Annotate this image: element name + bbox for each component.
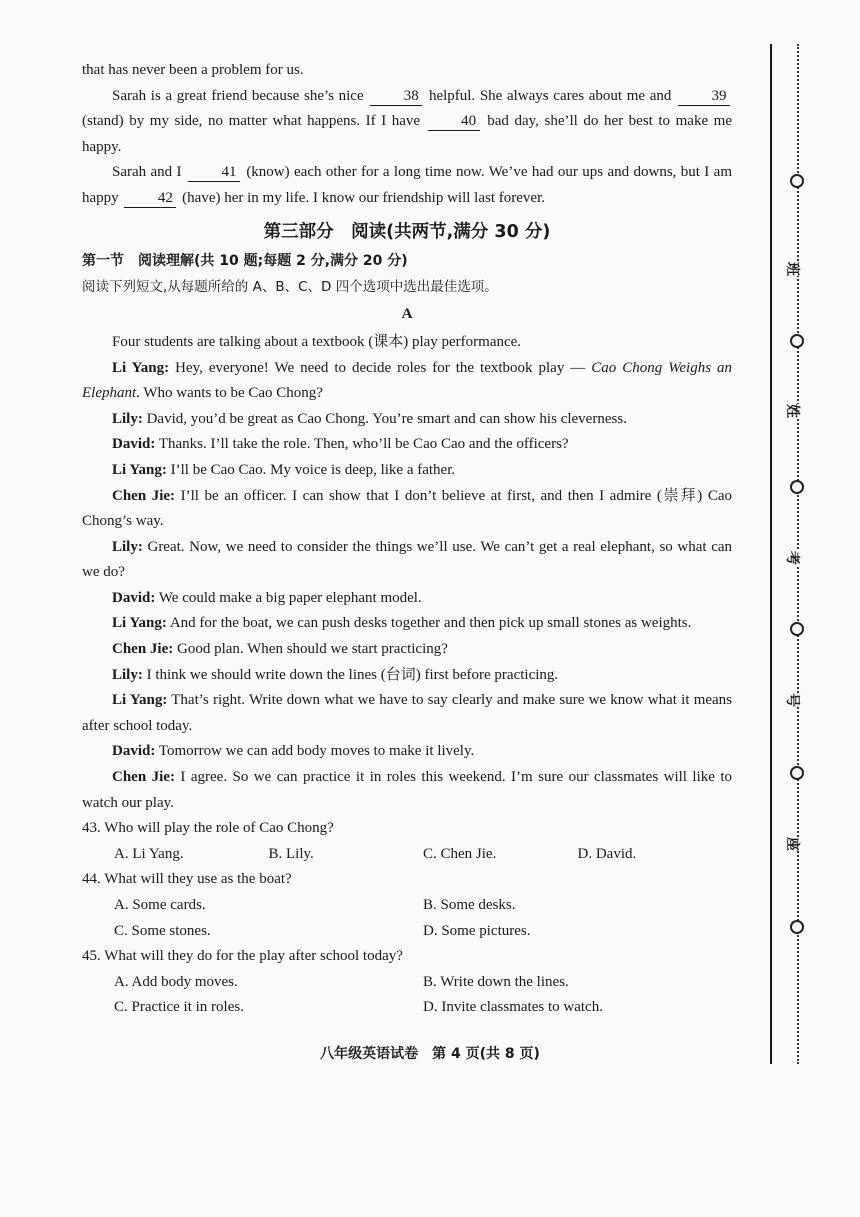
- dialogue-line: [82, 484, 732, 535]
- text-segment: (stand) by my side, no matter what happens. If I have: [82, 113, 421, 130]
- dialogue-line: [82, 611, 732, 637]
- dialogue-text: I’ll be Cao Cao. My voice is deep, like a father.: [170, 461, 456, 478]
- margin-mark: 考: [783, 551, 803, 565]
- hole-circle: [790, 174, 804, 188]
- options-row: [82, 995, 732, 1021]
- dialogue-line: [82, 356, 732, 407]
- options-row: [82, 970, 732, 996]
- hole-circle: [790, 766, 804, 780]
- dialogue-text: Thanks. I’ll take the role. Then, who’ll be Cao Cao and the officers?: [158, 436, 569, 453]
- question-stem: 45. What will they do for the play after school today?: [82, 948, 403, 965]
- dialogue-text: That’s right. Write down what we have to say clearly and make sure we know what it means after school today.: [82, 692, 733, 734]
- dialogue-line: [82, 637, 732, 663]
- dialogue-line: [82, 535, 732, 586]
- blank-40: 40: [428, 113, 480, 131]
- dialogue-text: Good plan. When should we start practicing?: [177, 641, 448, 658]
- cloze-paragraph-1: [82, 84, 732, 161]
- speaker-name: Chen Jie:: [112, 487, 176, 504]
- cloze-paragraph-2: [82, 160, 732, 211]
- speaker-name: Li Yang:: [112, 615, 167, 632]
- section-title: 第一节 阅读理解(共 10 题;每题 2 分,满分 20 分): [82, 253, 408, 270]
- hole-circle: [790, 622, 804, 636]
- answer-option: B. Write down the lines.: [423, 973, 569, 990]
- dialogue-text: . Who wants to be Cao Chong?: [136, 385, 323, 402]
- dialogue-line: [82, 765, 732, 816]
- dialogue-line: [82, 458, 732, 484]
- part-title: 第三部分 阅读(共两节,满分 30 分): [263, 221, 551, 242]
- dialogue-text: Great. Now, we need to consider the things we’ll use. We can’t get a real elephant, so what can we do?: [82, 538, 733, 581]
- options-row: [82, 842, 732, 868]
- page-footer: 八年级英语试卷 第 4 页(共 8 页): [320, 1046, 540, 1062]
- dialogue-line: [82, 432, 732, 458]
- binding-margin: [765, 44, 825, 1064]
- binding-line: [770, 44, 772, 1064]
- hole-circle: [790, 920, 804, 934]
- speaker-name: Chen Jie:: [112, 769, 175, 786]
- answer-option: D. David.: [577, 845, 637, 862]
- blank-41: 41: [188, 164, 240, 182]
- answer-option: C. Some stones.: [114, 922, 211, 939]
- speaker-name: Lily:: [112, 538, 143, 555]
- dialogue-line: [82, 739, 732, 765]
- speaker-name: Li Yang:: [112, 692, 168, 709]
- answer-option: A. Some cards.: [114, 897, 206, 913]
- answer-option: A. Li Yang.: [114, 845, 184, 862]
- dialogue-text: I think we should write down the lines (台词) first before practicing.: [146, 666, 559, 683]
- speaker-name: David:: [112, 589, 156, 606]
- answer-option: D. Invite classmates to watch.: [423, 999, 603, 1016]
- answer-option: A. Add body moves.: [114, 973, 238, 990]
- text-segment: helpful. She always cares about me and: [428, 87, 672, 104]
- exam-page: [82, 58, 732, 1021]
- instruction: 阅读下列短文,从每题所给的 A、B、C、D 四个选项中选出最佳选项。: [82, 278, 498, 295]
- text-segment: (have) her in my life. I know our friendship will last forever.: [182, 189, 545, 206]
- questions: [82, 816, 732, 1021]
- dialogue: [82, 356, 732, 817]
- dialogue-line: [82, 407, 732, 433]
- dialogue-text: I agree. So we can practice it in roles this weekend. I’m sure our classmates will like to watch our play.: [82, 769, 733, 811]
- question-stem: 44. What will they use as the boat?: [82, 871, 292, 888]
- speaker-name: Li Yang:: [112, 461, 167, 478]
- dialogue-line: [82, 586, 732, 612]
- dialogue-text: David, you’d be great as Cao Chong. You’re smart and can show his cleverness.: [146, 410, 627, 427]
- answer-option: B. Lily.: [268, 845, 314, 862]
- margin-mark: 姓: [783, 404, 803, 418]
- hole-circle: [790, 480, 804, 494]
- blank-39: 39: [678, 88, 730, 106]
- margin-mark: 班: [783, 262, 803, 276]
- speaker-name: David:: [112, 436, 156, 453]
- passage-intro: Four students are talking about a textbook (课本) play performance.: [112, 333, 522, 350]
- dialogue-line: [82, 688, 732, 739]
- speaker-name: David:: [112, 743, 156, 760]
- blank-42: 42: [124, 190, 176, 208]
- dialogue-line: [82, 663, 732, 689]
- text-segment: (know) each other for a long time now. We’ve had our ups and downs, but I am happy: [82, 164, 733, 206]
- speaker-name: Lily:: [112, 410, 143, 427]
- dialogue-text: I’ll be an officer. I can show that I don’t believe at first, and then I admire (崇拜) Cao Chong’s way.: [82, 487, 733, 530]
- text-segment: bad day, she’ll do her best to make me happy.: [82, 113, 733, 155]
- speaker-name: Li Yang:: [112, 359, 170, 376]
- dialogue-text: Tomorrow we can add body moves to make it lively.: [158, 743, 475, 760]
- margin-mark: 座: [783, 837, 803, 851]
- blank-38: 38: [370, 88, 422, 106]
- dialogue-text: Hey, everyone! We need to decide roles for the textbook play —: [175, 359, 592, 376]
- dialogue-text: And for the boat, we can push desks together and then pick up small stones as weights.: [169, 615, 692, 632]
- intro-fragment: that has never been a problem for us.: [82, 62, 304, 78]
- options-row: [82, 893, 732, 919]
- text-segment: Sarah and I: [112, 164, 182, 181]
- margin-mark: 号: [783, 693, 803, 707]
- hole-circle: [790, 334, 804, 348]
- answer-option: C. Practice it in roles.: [114, 999, 244, 1016]
- speaker-name: Chen Jie:: [112, 641, 174, 658]
- play-title: Cao Chong Weighs an Elephant: [82, 359, 733, 402]
- options-row: [82, 919, 732, 945]
- speaker-name: Lily:: [112, 666, 143, 683]
- dialogue-text: We could make a big paper elephant model.: [158, 589, 422, 606]
- passage-letter: A: [401, 306, 413, 323]
- answer-option: C. Chen Jie.: [423, 845, 497, 862]
- question-stem: 43. Who will play the role of Cao Chong?: [82, 820, 334, 837]
- answer-option: D. Some pictures.: [423, 922, 531, 939]
- answer-option: B. Some desks.: [423, 897, 516, 913]
- text-segment: Sarah is a great friend because she’s nice: [112, 87, 364, 104]
